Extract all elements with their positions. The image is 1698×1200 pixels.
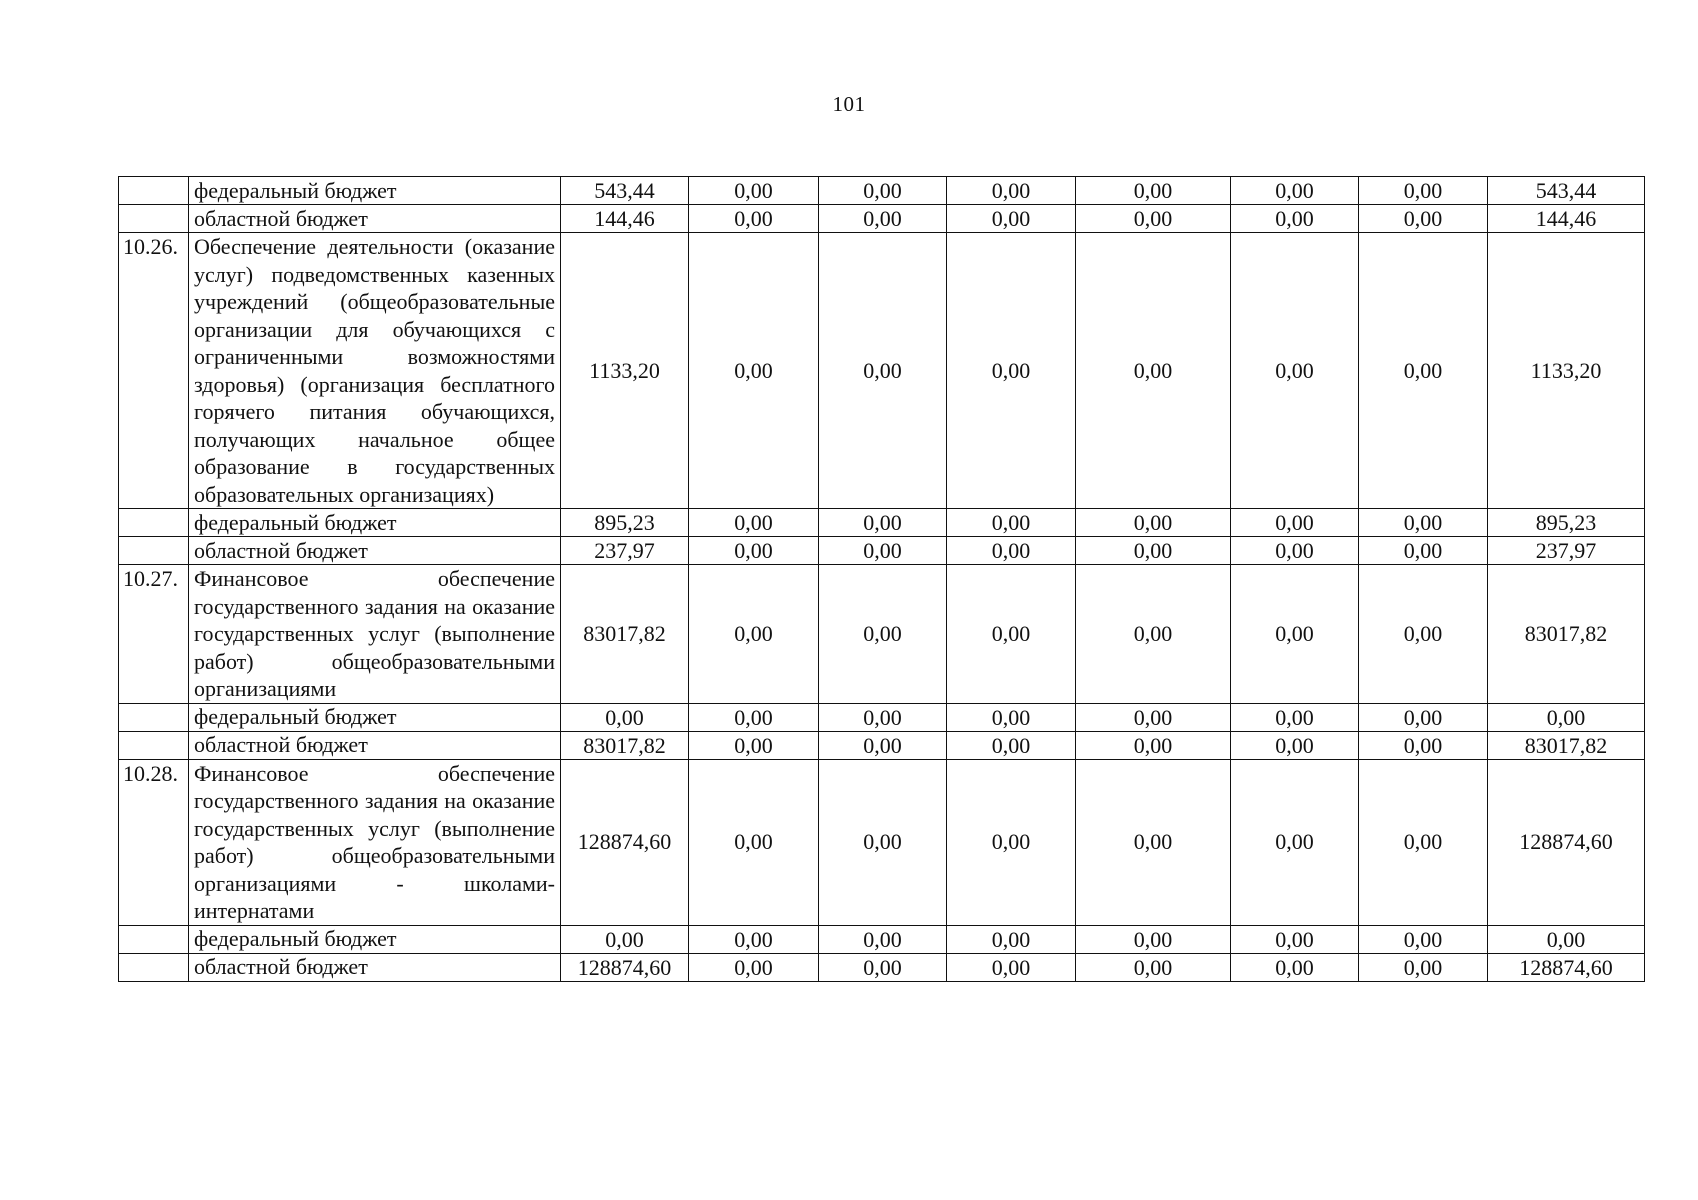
cell-name: Обеспечение деятельности (оказание услуг) подведомственных казенных учреждений (общеобразовательные организации для обучающихся с ограниченными возможностями здоровья) (организация бесплатного горячего питания обучающихся, получающих начальное общее образование в государственных образовательных организациях) <box>189 233 561 509</box>
cell-value-7: 0,00 <box>1359 509 1488 537</box>
cell-value-2: 0,00 <box>689 925 819 953</box>
cell-value-5: 0,00 <box>1076 537 1231 565</box>
cell-value-1: 128874,60 <box>561 953 689 981</box>
cell-name: федеральный бюджет <box>189 509 561 537</box>
table-row-budget-source <box>119 177 1645 205</box>
cell-value-1: 144,46 <box>561 205 689 233</box>
cell-item-number: 10.26. <box>119 233 189 509</box>
cell-value-8: 144,46 <box>1488 205 1645 233</box>
cell-value-3: 0,00 <box>819 177 947 205</box>
cell-value-7: 0,00 <box>1359 925 1488 953</box>
cell-name: областной бюджет <box>189 537 561 565</box>
cell-value-1: 237,97 <box>561 537 689 565</box>
table-row-budget-source <box>119 703 1645 731</box>
table-body <box>119 177 1645 982</box>
cell-value-4: 0,00 <box>947 565 1076 704</box>
cell-item-number <box>119 703 189 731</box>
cell-value-4: 0,00 <box>947 509 1076 537</box>
cell-item-number <box>119 177 189 205</box>
cell-name: федеральный бюджет <box>189 177 561 205</box>
cell-value-1: 895,23 <box>561 509 689 537</box>
cell-value-2: 0,00 <box>689 703 819 731</box>
table-row-budget-source <box>119 537 1645 565</box>
cell-value-7: 0,00 <box>1359 703 1488 731</box>
table-row-item <box>119 233 1645 509</box>
cell-value-8: 0,00 <box>1488 925 1645 953</box>
cell-name: Финансовое обеспечение государственного задания на оказание государственных услуг (выполнение работ) общеобразовательными организациями <box>189 565 561 704</box>
cell-value-4: 0,00 <box>947 925 1076 953</box>
table-row-item <box>119 565 1645 704</box>
cell-value-3: 0,00 <box>819 537 947 565</box>
cell-value-7: 0,00 <box>1359 731 1488 759</box>
cell-value-6: 0,00 <box>1231 205 1359 233</box>
cell-value-6: 0,00 <box>1231 731 1359 759</box>
cell-item-number <box>119 205 189 233</box>
cell-value-4: 0,00 <box>947 953 1076 981</box>
cell-value-2: 0,00 <box>689 205 819 233</box>
cell-value-5: 0,00 <box>1076 565 1231 704</box>
table-row-item <box>119 759 1645 925</box>
cell-item-number: 10.27. <box>119 565 189 704</box>
cell-value-1: 0,00 <box>561 703 689 731</box>
cell-value-3: 0,00 <box>819 953 947 981</box>
table-row-budget-source <box>119 925 1645 953</box>
cell-value-7: 0,00 <box>1359 233 1488 509</box>
cell-value-3: 0,00 <box>819 925 947 953</box>
cell-value-3: 0,00 <box>819 205 947 233</box>
cell-value-1: 1133,20 <box>561 233 689 509</box>
cell-name: областной бюджет <box>189 205 561 233</box>
cell-value-1: 543,44 <box>561 177 689 205</box>
cell-value-8: 128874,60 <box>1488 759 1645 925</box>
cell-value-1: 0,00 <box>561 925 689 953</box>
cell-value-2: 0,00 <box>689 953 819 981</box>
cell-value-3: 0,00 <box>819 703 947 731</box>
cell-value-8: 0,00 <box>1488 703 1645 731</box>
cell-item-number <box>119 537 189 565</box>
cell-value-5: 0,00 <box>1076 205 1231 233</box>
cell-value-3: 0,00 <box>819 565 947 704</box>
cell-value-7: 0,00 <box>1359 537 1488 565</box>
table-row-budget-source <box>119 509 1645 537</box>
cell-value-8: 237,97 <box>1488 537 1645 565</box>
cell-value-2: 0,00 <box>689 177 819 205</box>
cell-value-3: 0,00 <box>819 509 947 537</box>
cell-value-6: 0,00 <box>1231 177 1359 205</box>
cell-value-1: 128874,60 <box>561 759 689 925</box>
cell-value-7: 0,00 <box>1359 565 1488 704</box>
cell-value-2: 0,00 <box>689 537 819 565</box>
cell-value-5: 0,00 <box>1076 177 1231 205</box>
cell-value-2: 0,00 <box>689 233 819 509</box>
cell-value-3: 0,00 <box>819 731 947 759</box>
cell-value-3: 0,00 <box>819 233 947 509</box>
cell-value-2: 0,00 <box>689 731 819 759</box>
cell-value-7: 0,00 <box>1359 759 1488 925</box>
budget-table <box>118 176 1645 982</box>
cell-value-8: 1133,20 <box>1488 233 1645 509</box>
cell-name: областной бюджет <box>189 953 561 981</box>
cell-value-8: 128874,60 <box>1488 953 1645 981</box>
cell-value-5: 0,00 <box>1076 925 1231 953</box>
cell-item-number <box>119 925 189 953</box>
cell-value-6: 0,00 <box>1231 703 1359 731</box>
cell-value-1: 83017,82 <box>561 565 689 704</box>
cell-value-5: 0,00 <box>1076 703 1231 731</box>
cell-value-7: 0,00 <box>1359 205 1488 233</box>
cell-value-4: 0,00 <box>947 703 1076 731</box>
page-number: 101 <box>832 92 866 116</box>
table-row-budget-source <box>119 953 1645 981</box>
cell-value-2: 0,00 <box>689 509 819 537</box>
cell-value-6: 0,00 <box>1231 925 1359 953</box>
cell-value-6: 0,00 <box>1231 565 1359 704</box>
cell-item-number: 10.28. <box>119 759 189 925</box>
cell-value-6: 0,00 <box>1231 537 1359 565</box>
cell-value-8: 543,44 <box>1488 177 1645 205</box>
table-row-budget-source <box>119 205 1645 233</box>
cell-item-number <box>119 953 189 981</box>
cell-value-6: 0,00 <box>1231 759 1359 925</box>
cell-value-4: 0,00 <box>947 205 1076 233</box>
cell-value-4: 0,00 <box>947 233 1076 509</box>
cell-value-6: 0,00 <box>1231 509 1359 537</box>
cell-item-number <box>119 731 189 759</box>
table-row-budget-source <box>119 731 1645 759</box>
cell-name: федеральный бюджет <box>189 703 561 731</box>
cell-value-7: 0,00 <box>1359 953 1488 981</box>
cell-value-1: 83017,82 <box>561 731 689 759</box>
cell-value-5: 0,00 <box>1076 953 1231 981</box>
cell-value-6: 0,00 <box>1231 233 1359 509</box>
cell-value-8: 83017,82 <box>1488 565 1645 704</box>
cell-name: федеральный бюджет <box>189 925 561 953</box>
cell-value-4: 0,00 <box>947 537 1076 565</box>
cell-value-5: 0,00 <box>1076 233 1231 509</box>
cell-value-3: 0,00 <box>819 759 947 925</box>
cell-value-5: 0,00 <box>1076 731 1231 759</box>
cell-value-8: 83017,82 <box>1488 731 1645 759</box>
cell-value-4: 0,00 <box>947 177 1076 205</box>
cell-value-2: 0,00 <box>689 759 819 925</box>
cell-value-6: 0,00 <box>1231 953 1359 981</box>
cell-name: областной бюджет <box>189 731 561 759</box>
cell-value-5: 0,00 <box>1076 509 1231 537</box>
cell-value-7: 0,00 <box>1359 177 1488 205</box>
cell-name: Финансовое обеспечение государственного задания на оказание государственных услуг (выполнение работ) общеобразовательными организациями - школами-интернатами <box>189 759 561 925</box>
cell-value-2: 0,00 <box>689 565 819 704</box>
cell-value-5: 0,00 <box>1076 759 1231 925</box>
cell-value-4: 0,00 <box>947 759 1076 925</box>
cell-value-4: 0,00 <box>947 731 1076 759</box>
cell-value-8: 895,23 <box>1488 509 1645 537</box>
cell-item-number <box>119 509 189 537</box>
